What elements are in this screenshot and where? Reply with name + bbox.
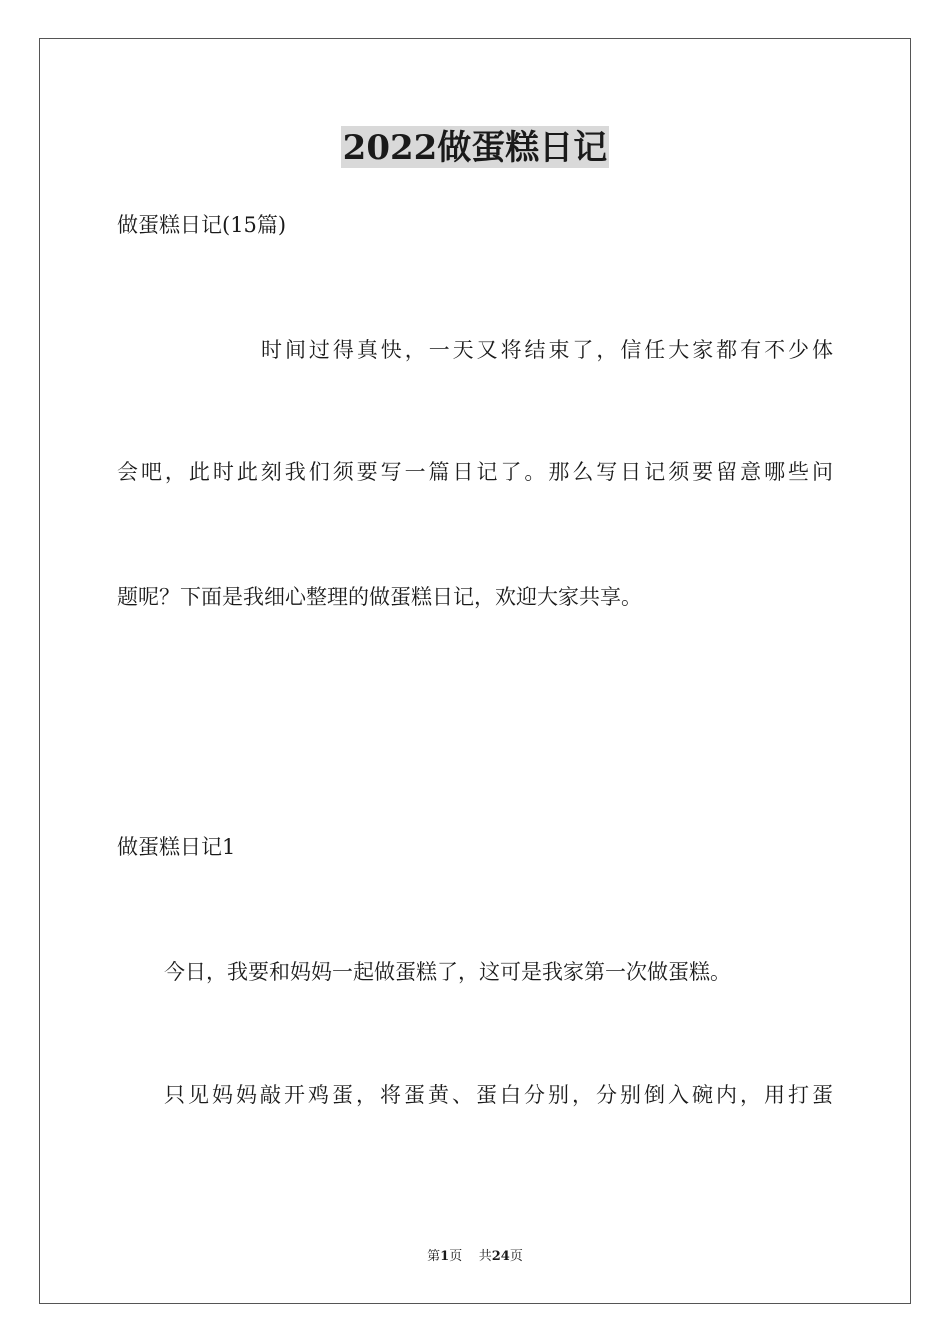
- body-line-1: 今日，我要和妈妈一起做蛋糕了，这可是我家第一次做蛋糕。: [164, 960, 731, 984]
- footer-total-pages: 24: [491, 1249, 510, 1264]
- footer-total-suffix: 页: [509, 1249, 523, 1264]
- page-footer: [0, 1248, 950, 1266]
- intro-line-1: 时间过得真快，一天又将结束了，信任大家都有不少体: [261, 338, 833, 362]
- footer-page-number: 1: [440, 1249, 450, 1264]
- body-line-2: 只见妈妈敲开鸡蛋，将蛋黄、蛋白分别，分别倒入碗内，用打蛋: [164, 1083, 833, 1107]
- intro-line-3: 题呢？下面是我细心整理的做蛋糕日记，欢迎大家共享。: [117, 585, 642, 609]
- intro-line-2: 会吧，此时此刻我们须要写一篇日记了。那么写日记须要留意哪些问: [117, 460, 833, 484]
- document-title: 2022做蛋糕日记: [342, 128, 608, 168]
- footer-page-suffix: 页: [449, 1249, 463, 1264]
- footer-total-prefix: 共: [478, 1249, 492, 1264]
- section-heading: 做蛋糕日记1: [117, 835, 236, 859]
- document-subtitle: 做蛋糕日记(15篇): [117, 213, 287, 237]
- title-container: [0, 126, 950, 168]
- footer-page-prefix: 第: [427, 1249, 441, 1264]
